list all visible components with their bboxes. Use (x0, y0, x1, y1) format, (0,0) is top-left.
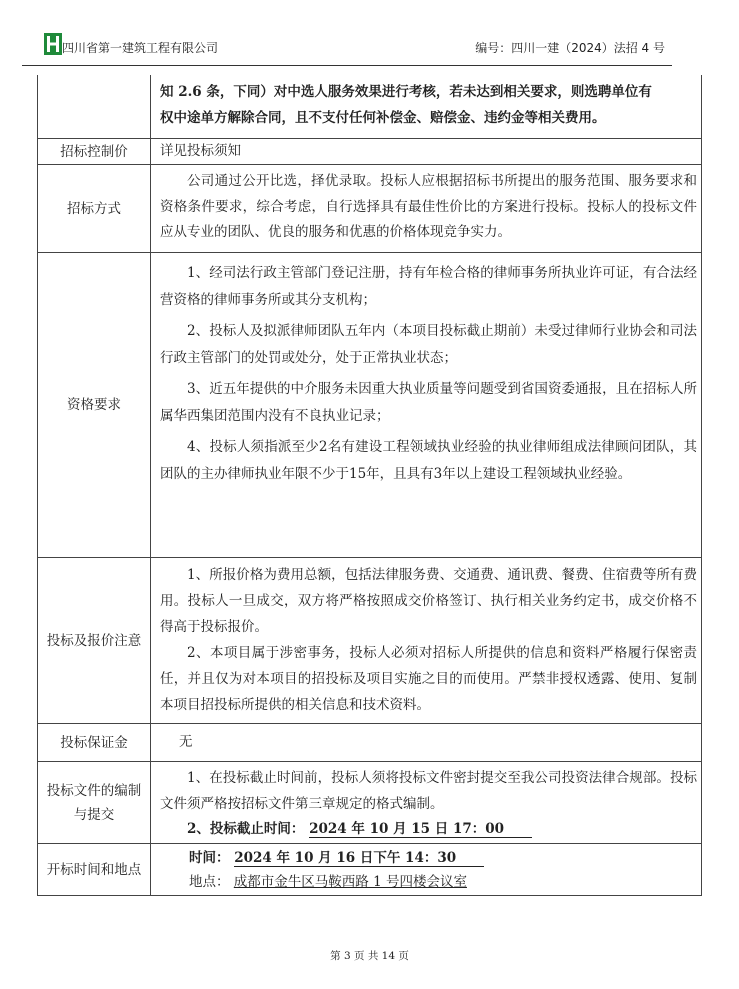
document-number: 编号：四川一建（2024）法招 4 号 (475, 41, 665, 55)
table-row-continuation (38, 75, 702, 139)
row-label-notes: 投标及报价注意 (38, 558, 151, 723)
row-content-qualification (151, 253, 702, 557)
table-row-control-price (38, 139, 702, 165)
continuation-line-2: 权中途单方解除合同，且不支付任何补偿金、赔偿金、违约金等相关费用。 (160, 109, 606, 126)
company-name: 四川省第一建筑工程有限公司 (62, 41, 219, 55)
qualification-item-1: 1、经司法行政主管部门登记注册，持有年检合格的律师事务所执业许可证，有合法经营资格的律师事务所或其分支机构； (160, 265, 697, 308)
row-label-method: 招标方式 (38, 165, 151, 252)
table-row-method (38, 165, 702, 253)
qualification-item-4: 4、投标人须指派至少2名有建设工程领域执业经验的执业律师组成法律顾问团队，其团队的主办律师执业年限不少于15年，且具有3年以上建设工程领域执业经验。 (160, 439, 697, 482)
table-row-opening (38, 844, 702, 896)
row-content-opening (151, 844, 702, 895)
table-row-qualification (38, 253, 702, 558)
tender-info-table (37, 75, 702, 896)
row-content-continuation (151, 75, 702, 138)
continuation-line-1: 知 2.6 条，下同）对中选人服务效果进行考核，若未达到相关要求，则选聘单位有 (160, 84, 652, 100)
submission-item-2 (160, 817, 697, 843)
control-price-text: 详见投标须知 (160, 143, 241, 159)
deposit-text: 无 (179, 733, 193, 750)
opening-time (189, 846, 697, 870)
table-row-submission (38, 762, 702, 844)
method-text: 公司通过公开比选，择优录取。投标人应根据招标书所提出的服务范围、服务要求和资格条件要求，综合考虑，自行选择具有最佳性价比的方案进行投标。投标人的投标文件应从专业的团队、优良的服务和优惠的价格体现竞争实力。 (160, 173, 697, 240)
row-content-deposit (151, 724, 702, 761)
page-number: 第 3 页 共 14 页 (330, 950, 409, 962)
header-divider (22, 65, 672, 66)
notes-item-1: 1、所报价格为费用总额，包括法律服务费、交通费、通讯费、餐费、住宿费等所有费用。投标人一旦成交，双方将严格按照成交价格签订、执行相关业务约定书，成交价格不得高于投标报价。 (160, 567, 697, 635)
row-label-qualification: 资格要求 (38, 253, 151, 557)
qualification-item-2: 2、投标人及拟派律师团队五年内（本项目投标截止期前）未受过律师行业协会和司法行政主管部门的处罚或处分，处于正常执业状态； (160, 323, 697, 366)
deadline-label: 2、投标截止时间： (187, 821, 305, 837)
table-row-deposit (38, 724, 702, 762)
row-label-opening: 开标时间和地点 (38, 844, 151, 895)
qualification-item-3: 3、近五年提供的中介服务未因重大执业质量等问题受到省国资委通报，且在招标人所属华西集团范围内没有不良执业记录； (160, 381, 697, 424)
opening-time-label: 时间： (189, 850, 230, 866)
opening-place-label: 地点： (189, 874, 230, 890)
row-content-control-price (151, 139, 702, 164)
row-content-notes (151, 558, 702, 723)
row-content-submission (151, 762, 702, 843)
page-header (42, 30, 682, 66)
row-content-method (151, 165, 702, 252)
opening-place (189, 870, 697, 894)
notes-item-2: 2、本项目属于涉密事务，投标人必须对招标人所提供的信息和资料严格履行保密责任，并且仅为对本项目的招投标及项目实施之目的而使用。严禁非授权透露、使用、复制本项目招投标所提供的相关信息和技术资料。 (160, 645, 697, 713)
row-label-submission: 投标文件的编制与提交 (38, 762, 151, 843)
row-label-deposit: 投标保证金 (38, 724, 151, 761)
company-logo-icon (44, 33, 62, 55)
opening-place-value: 成都市金牛区马鞍西路 1 号四楼会议室 (233, 874, 467, 890)
row-label-control-price: 招标控制价 (38, 139, 151, 164)
deadline-value: 2024 年 10 月 15 日 17：00 (309, 821, 532, 838)
table-row-notes (38, 558, 702, 724)
row-label-empty (38, 75, 151, 138)
opening-time-value: 2024 年 10 月 16 日下午 14：30 (234, 850, 484, 867)
submission-item-1: 1、在投标截止时间前，投标人须将投标文件密封提交至我公司投资法律合规部。投标文件须严格按招标文件第三章规定的格式编制。 (160, 770, 697, 812)
